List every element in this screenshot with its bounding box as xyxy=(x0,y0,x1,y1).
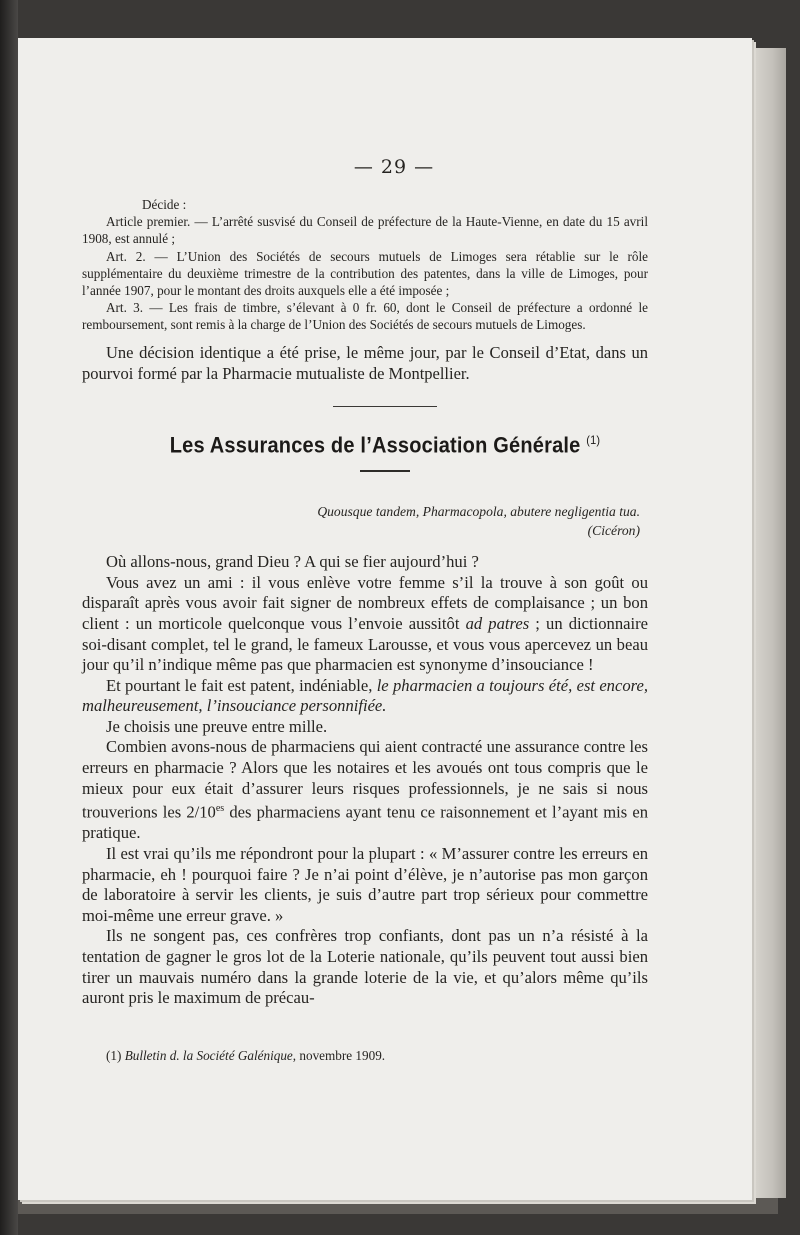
paragraph-2-text-a: Vous avez un ami : il vous enlève votre femme s’il la trouve à son goût ou disparaît après vous avoir fait signer de nombreux effets de complaisance ; un bon client : un morticole quelconque vous l’envoie aussitôt xyxy=(82,572,648,633)
article-3: Art. 3. — Les frais de timbre, s’élevant à 0 fr. 60, dont le Conseil de préfecture a ordonné le remboursement, sont remis à la charge de l’Union des Sociétés de secours mutuels de Limoges. xyxy=(82,300,648,333)
paragraph-4: Je choisis une preuve entre mille. xyxy=(106,716,328,736)
paragraph-5-superscript: es xyxy=(215,803,225,815)
paragraph-5-text-b: des pharmaciens ayant tenu ce raisonnement et l’ayant mis en pratique. xyxy=(82,802,648,843)
paragraph-2-italic: ad patres xyxy=(465,613,530,633)
page-number: — 29 — xyxy=(353,156,435,178)
page-stack-edge xyxy=(752,48,786,1198)
paragraph-6: Il est vrai qu’ils me répondront pour la plupart : « M’assurer contre les erreurs en pharmacie, eh ! pourquoi faire ? Je n’ai point d’élève, je n’autorise pas mon garçon de laboratoire à servir les clients, je suis d’autre part trop sérieux pour commettre moi-même une erreur grave. » xyxy=(82,843,648,925)
section-divider xyxy=(333,406,437,408)
decision-text xyxy=(82,196,648,334)
identical-decision-block xyxy=(82,342,648,384)
epigraph xyxy=(82,502,640,540)
epigraph-quote: Quousque tandem, Pharmacopola, abutere negligentia tua. xyxy=(317,504,640,520)
scanned-page xyxy=(18,38,752,1200)
footnote-date: , novembre 1909. xyxy=(292,1047,386,1063)
footnote-reference: (1) xyxy=(586,434,601,448)
paragraph-2 xyxy=(82,573,648,676)
footnote-source: Bulletin d. la Société Galénique xyxy=(124,1047,293,1063)
article-body xyxy=(82,552,648,1009)
paragraph-5-text-a: Combien avons-nous de pharmaciens qui aient contracté une assurance contre les erreurs en pharmacie ? Alors que les notaires et les avoués ont tous compris que le mieux pour eux était d’assurer leurs risques professionnels, je ne sais si nous trouverions les 2/10 xyxy=(82,737,648,822)
book-spine-shadow xyxy=(0,0,18,1235)
title-underline xyxy=(360,470,410,472)
article-1: Article premier. — L’arrêté susvisé du Conseil de préfecture de la Haute-Vienne, en date du 15 avril 1908, est annulé ; xyxy=(82,214,648,247)
identical-decision: Une décision identique a été prise, le même jour, par le Conseil d’Etat, dans un pourvoi formé par la Pharmacie mutualiste de Montpellier. xyxy=(82,342,648,383)
paragraph-1: Où allons-nous, grand Dieu ? A qui se fier aujourd’hui ? xyxy=(106,552,479,572)
paragraph-2-text-b: ; un dictionnaire soi-disant complet, tel le grand, le fameux Larousse, et vous vous apercevez un beau jour qu’il n’indique même pas que pharmacien est synonyme d’insouciance ! xyxy=(82,613,648,675)
paragraph-3-text: Et pourtant le fait est patent, indéniable, xyxy=(106,675,377,695)
footnote xyxy=(82,1047,648,1065)
paragraph-3 xyxy=(82,676,648,717)
page-content xyxy=(82,156,648,1065)
article-2: Art. 2. — L’Union des Sociétés de secours mutuels de Limoges sera rétablie sur le rôle supplémentaire du deuxième trimestre de la contribution des patentes, dans la ville de Limoges, pour l’année 1907, pour le montant des droits auxquels elle a été imposée ; xyxy=(82,248,648,299)
decide-heading: Décide : xyxy=(142,197,187,212)
paragraph-5 xyxy=(82,737,648,844)
footnote-mark: (1) xyxy=(106,1047,125,1063)
section-title xyxy=(102,434,668,460)
epigraph-author: (Cicéron) xyxy=(587,523,640,539)
page-bottom-edge xyxy=(18,1198,778,1214)
section-title-text: Les Assurances de l’Association Générale xyxy=(169,433,581,459)
paragraph-7: Ils ne songent pas, ces confrères trop confiants, dont pas un n’a résisté à la tentation de gagner le gros lot de la Loterie nationale, qu’ils peuvent tout aussi bien tirer un mauvais numéro dans la grande loterie de la vie, et qu’alors même qu’ils auront pris le maximum de précau- xyxy=(82,926,648,1008)
paragraph-3-italic: le pharmacien a toujours été, est encore, malheureusement, l’insouciance personnifiée. xyxy=(82,675,648,716)
